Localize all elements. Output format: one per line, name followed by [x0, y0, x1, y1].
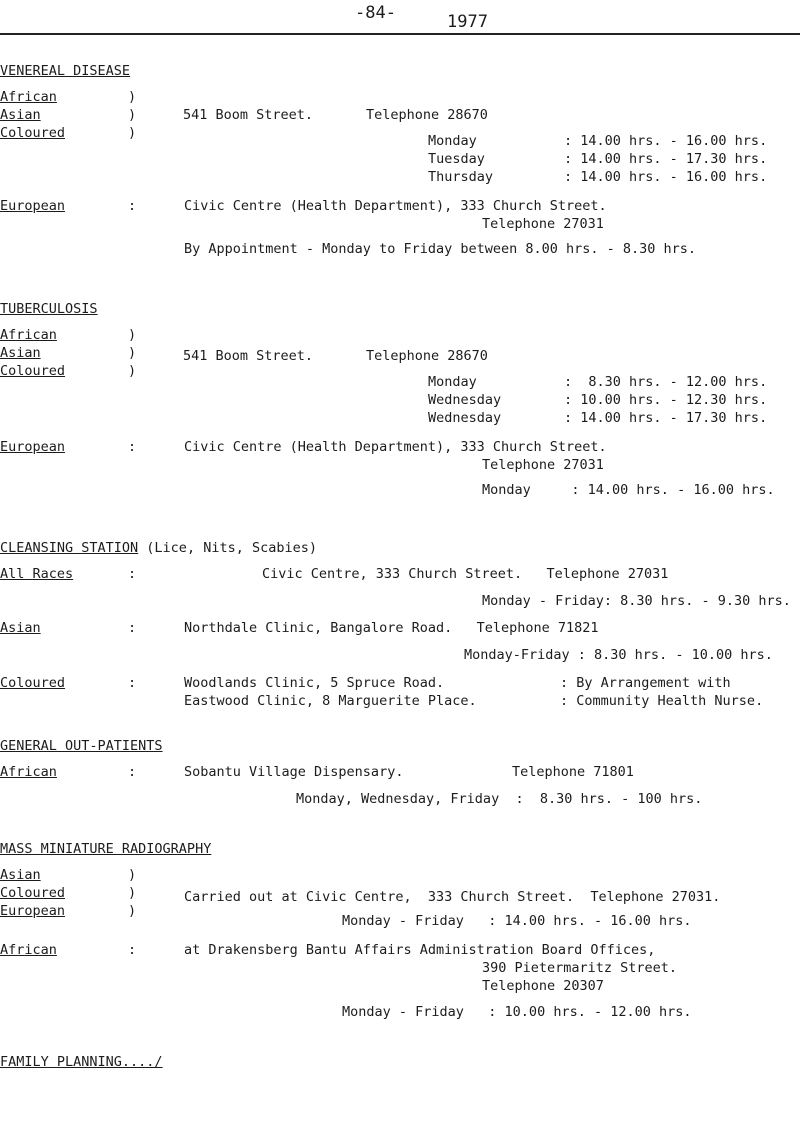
- section-heading-cleansing: [0, 539, 317, 557]
- section-title-venereal: VENEREAL DISEASE: [0, 63, 131, 79]
- all-races-address: Civic Centre, 333 Church Street. Telephone 27031: [262, 566, 669, 582]
- european-address: Civic Centre (Health Department), 333 Church Street.: [184, 198, 607, 214]
- group-label: African: [0, 89, 57, 105]
- european-address: Civic Centre (Health Department), 333 Church Street.: [184, 439, 607, 455]
- bracket: ): [128, 885, 137, 901]
- schedule-hours: : 14.00 hrs. - 17.30 hrs.: [564, 151, 768, 167]
- coloured-note-1: : By Arrangement with: [560, 675, 731, 691]
- african-telephone: Telephone 20307: [482, 978, 604, 994]
- european-hours: Monday : 14.00 hrs. - 16.00 hrs.: [482, 482, 775, 498]
- group-label: Asian: [0, 107, 41, 123]
- schedule-day: Monday: [428, 133, 477, 149]
- bracket: ): [128, 89, 137, 105]
- bracket: ): [128, 867, 137, 883]
- schedule-day: Monday: [428, 374, 477, 390]
- schedule-day: Wednesday: [428, 410, 502, 426]
- african-location: at Drakensberg Bantu Affairs Administration Board Offices,: [184, 942, 656, 958]
- page-number: -84-: [355, 3, 396, 23]
- continuation-note: FAMILY PLANNING..../: [0, 1054, 163, 1070]
- bracket: ): [128, 345, 137, 361]
- colon: :: [128, 566, 137, 582]
- european-telephone: Telephone 27031: [482, 457, 604, 473]
- schedule-hours: : 14.00 hrs. - 16.00 hrs.: [564, 169, 768, 185]
- group-label: Coloured: [0, 125, 66, 141]
- header-rule: [0, 33, 800, 35]
- group-label-european: European: [0, 439, 66, 455]
- clinic-telephone: Telephone 28670: [366, 348, 488, 364]
- colon: :: [128, 198, 137, 214]
- schedule-hours: : 10.00 hrs. - 12.30 hrs.: [564, 392, 768, 408]
- asian-hours: Monday-Friday : 8.30 hrs. - 10.00 hrs.: [464, 647, 773, 663]
- colon: :: [128, 675, 137, 691]
- group-label: Coloured: [0, 885, 66, 901]
- african-hours: Monday - Friday : 10.00 hrs. - 12.00 hrs.: [342, 1004, 692, 1020]
- schedule-hours: : 14.00 hrs. - 16.00 hrs.: [564, 133, 768, 149]
- section-title-tuberculosis: TUBERCULOSIS: [0, 301, 98, 317]
- all-races-hours: Monday - Friday: 8.30 hrs. - 9.30 hrs.: [482, 593, 791, 609]
- colon: :: [128, 620, 137, 636]
- bracket: ): [128, 903, 137, 919]
- clinic-address: 541 Boom Street.: [183, 107, 314, 123]
- clinic-telephone: Telephone 28670: [366, 107, 488, 123]
- african-street: 390 Pietermaritz Street.: [482, 960, 678, 976]
- clinic-address: 541 Boom Street.: [183, 348, 314, 364]
- coloured-clinic-1: Woodlands Clinic, 5 Spruce Road.: [184, 675, 445, 691]
- coloured-clinic-2: Eastwood Clinic, 8 Marguerite Place.: [184, 693, 477, 709]
- colon: :: [128, 439, 137, 455]
- european-telephone: Telephone 27031: [482, 216, 604, 232]
- section-title-cleansing: CLEANSING STATION: [0, 540, 139, 556]
- group-label: African: [0, 327, 57, 343]
- group-label-coloured: Coloured: [0, 675, 66, 691]
- group-label-african: African: [0, 764, 57, 780]
- radiography-hours: Monday - Friday : 14.00 hrs. - 16.00 hrs.: [342, 913, 692, 929]
- section-title-outpatients: GENERAL OUT-PATIENTS: [0, 738, 163, 754]
- schedule-hours: : 14.00 hrs. - 17.30 hrs.: [564, 410, 768, 426]
- asian-address: Northdale Clinic, Bangalore Road. Telephone 71821: [184, 620, 599, 636]
- section-title-radiography: MASS MINIATURE RADIOGRAPHY: [0, 841, 212, 857]
- group-label: European: [0, 903, 66, 919]
- colon: :: [128, 942, 137, 958]
- schedule-day: Tuesday: [428, 151, 485, 167]
- outpatients-address: Sobantu Village Dispensary.: [184, 764, 404, 780]
- bracket: ): [128, 327, 137, 343]
- group-label-asian: Asian: [0, 620, 41, 636]
- appointment-note: By Appointment - Monday to Friday between 8.00 hrs. - 8.30 hrs.: [184, 241, 697, 257]
- group-label: Asian: [0, 867, 41, 883]
- group-label-european: European: [0, 198, 66, 214]
- schedule-hours: : 8.30 hrs. - 12.00 hrs.: [564, 374, 768, 390]
- schedule-day: Thursday: [428, 169, 494, 185]
- bracket: ): [128, 107, 137, 123]
- group-label-all-races: All Races: [0, 566, 74, 582]
- outpatients-telephone: Telephone 71801: [512, 764, 634, 780]
- group-label-african: African: [0, 942, 57, 958]
- page-year: 1977: [447, 12, 488, 32]
- group-label: Coloured: [0, 363, 66, 379]
- section-subtitle-cleansing: (Lice, Nits, Scabies): [138, 540, 317, 556]
- group-label: Asian: [0, 345, 41, 361]
- bracket: ): [128, 363, 137, 379]
- schedule-day: Wednesday: [428, 392, 502, 408]
- radiography-location: Carried out at Civic Centre, 333 Church Street. Telephone 27031.: [184, 889, 721, 905]
- outpatients-hours: Monday, Wednesday, Friday : 8.30 hrs. - 100 hrs.: [296, 791, 703, 807]
- coloured-note-2: : Community Health Nurse.: [560, 693, 764, 709]
- bracket: ): [128, 125, 137, 141]
- colon: :: [128, 764, 137, 780]
